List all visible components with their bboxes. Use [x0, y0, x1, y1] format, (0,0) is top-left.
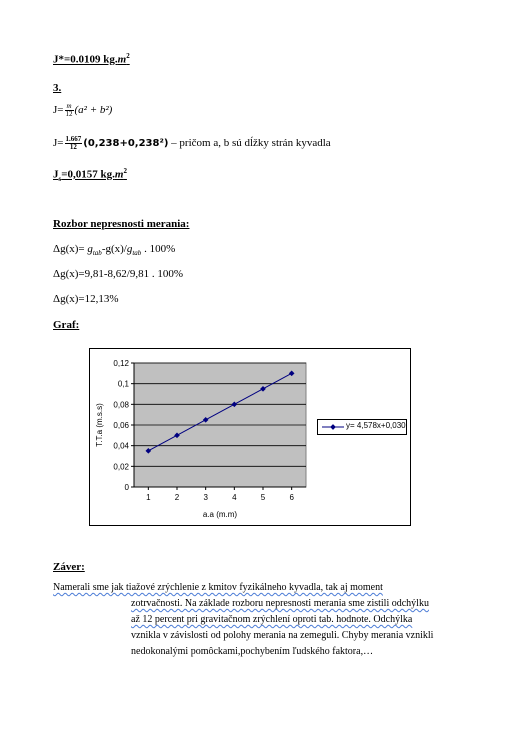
- zaver-heading: Záver:: [53, 561, 85, 573]
- legend-marker-icon: [320, 420, 346, 434]
- j-star-result: [53, 52, 130, 66]
- chart: [89, 348, 411, 526]
- y-tick-label: 0: [124, 483, 129, 492]
- zaver-line-4: vznikla v závislosti od polohy merania na zemeguli. Chyby merania vznikli: [131, 630, 434, 641]
- rozbor-line-3: Δg(x)=12,13%: [53, 293, 119, 305]
- formula-2-fraction: [65, 136, 83, 151]
- zaver-line-3: až 12 percent pri gravitačnom zrýchlení oproti tab. hodnote. Odchýlka: [131, 614, 413, 625]
- formula-1: J= $\frac{m}{12}$ (a² + b²): [53, 102, 113, 118]
- rozbor-line-1-suffix: . 100%: [144, 243, 176, 255]
- y-tick-label: 0,02: [113, 462, 129, 472]
- x-axis-label: a.a (m.m): [202, 510, 238, 519]
- x-tick-label: 2: [174, 493, 180, 502]
- j-star-unit: m: [117, 53, 127, 66]
- rozbor-line-1-prefix: Δg(x)=: [53, 243, 85, 255]
- rozbor-line-1-mid: -g(x)/: [101, 243, 127, 255]
- rozbor-line-2: Δg(x)=9,81-8,62/9,81 . 100%: [53, 268, 183, 280]
- y-tick-label: 0,04: [113, 441, 129, 451]
- rozbor-line-1-g-sub: tab: [92, 249, 102, 258]
- formula-1-num: m: [66, 102, 72, 110]
- formula-2-body: (0,238+0,238²): [83, 138, 169, 150]
- rozbor-line-1-g: g: [87, 243, 93, 255]
- y-tick-label: 0,1: [117, 379, 129, 389]
- formula-2-num: 1.667: [65, 135, 82, 143]
- formula-2-den: 12: [69, 143, 77, 151]
- x-tick-label: 4: [232, 493, 237, 502]
- js-value: =0,0157 kg.: [61, 168, 115, 181]
- rozbor-line-1: [53, 243, 175, 257]
- formula-1-body: (a² + b²): [74, 104, 113, 117]
- y-tick-label: 0,12: [113, 359, 129, 368]
- rozbor-heading: Rozbor nepresnosti merania:: [53, 218, 190, 230]
- zaver-line-2: zotrvačnosti. Na základe rozboru nepresnosti merania sme zistili odchýlku: [131, 598, 429, 609]
- js-result: [53, 167, 127, 183]
- x-tick-label: 3: [203, 493, 208, 502]
- rozbor-line-1-g2: g: [126, 243, 133, 255]
- x-tick-label: 1: [146, 493, 151, 502]
- chart-legend: [317, 419, 407, 435]
- x-tick-label: 5: [260, 493, 266, 502]
- section-number: 3.: [53, 82, 62, 94]
- js-label: J: [53, 168, 59, 181]
- x-tick-label: 6: [289, 493, 294, 502]
- zaver-line-5: nedokonalými pomôckami,pochybením ľudského faktora,…: [131, 646, 374, 657]
- formula-2-note: – pričom a, b sú dĺžky strán kyvadla: [168, 137, 331, 150]
- zaver-line-1: Namerali sme jak tiažové zrýchlenie z kmitov fyzikálneho kyvadla, tak aj moment: [53, 582, 383, 593]
- js-exp: 2: [123, 167, 127, 175]
- chart-svg: [90, 349, 410, 525]
- rozbor-line-1-g2-sub: tab: [132, 249, 142, 258]
- graf-heading: Graf:: [53, 319, 80, 331]
- formula-1-lhs: J: [53, 104, 58, 117]
- y-tick-label: 0,08: [113, 400, 129, 410]
- formula-1-fraction: [65, 103, 74, 118]
- j-star-exp: 2: [126, 52, 130, 60]
- y-axis-label: T.T.a (m.s.s): [95, 403, 104, 447]
- j-star-text: J*=0.0109 kg.: [53, 53, 118, 66]
- js-unit: m: [114, 168, 124, 181]
- legend-label: y= 4,578x+0,030: [346, 421, 406, 430]
- formula-2-lhs: J: [53, 137, 58, 150]
- formula-2: J= $\frac{1.667}{12}$ (0,238+0,238²) – pričom a, b sú dĺžky strán kyvadla: [53, 135, 331, 151]
- js-sub: s: [58, 174, 62, 183]
- y-tick-label: 0,06: [113, 421, 129, 430]
- formula-1-den: 12: [65, 110, 73, 118]
